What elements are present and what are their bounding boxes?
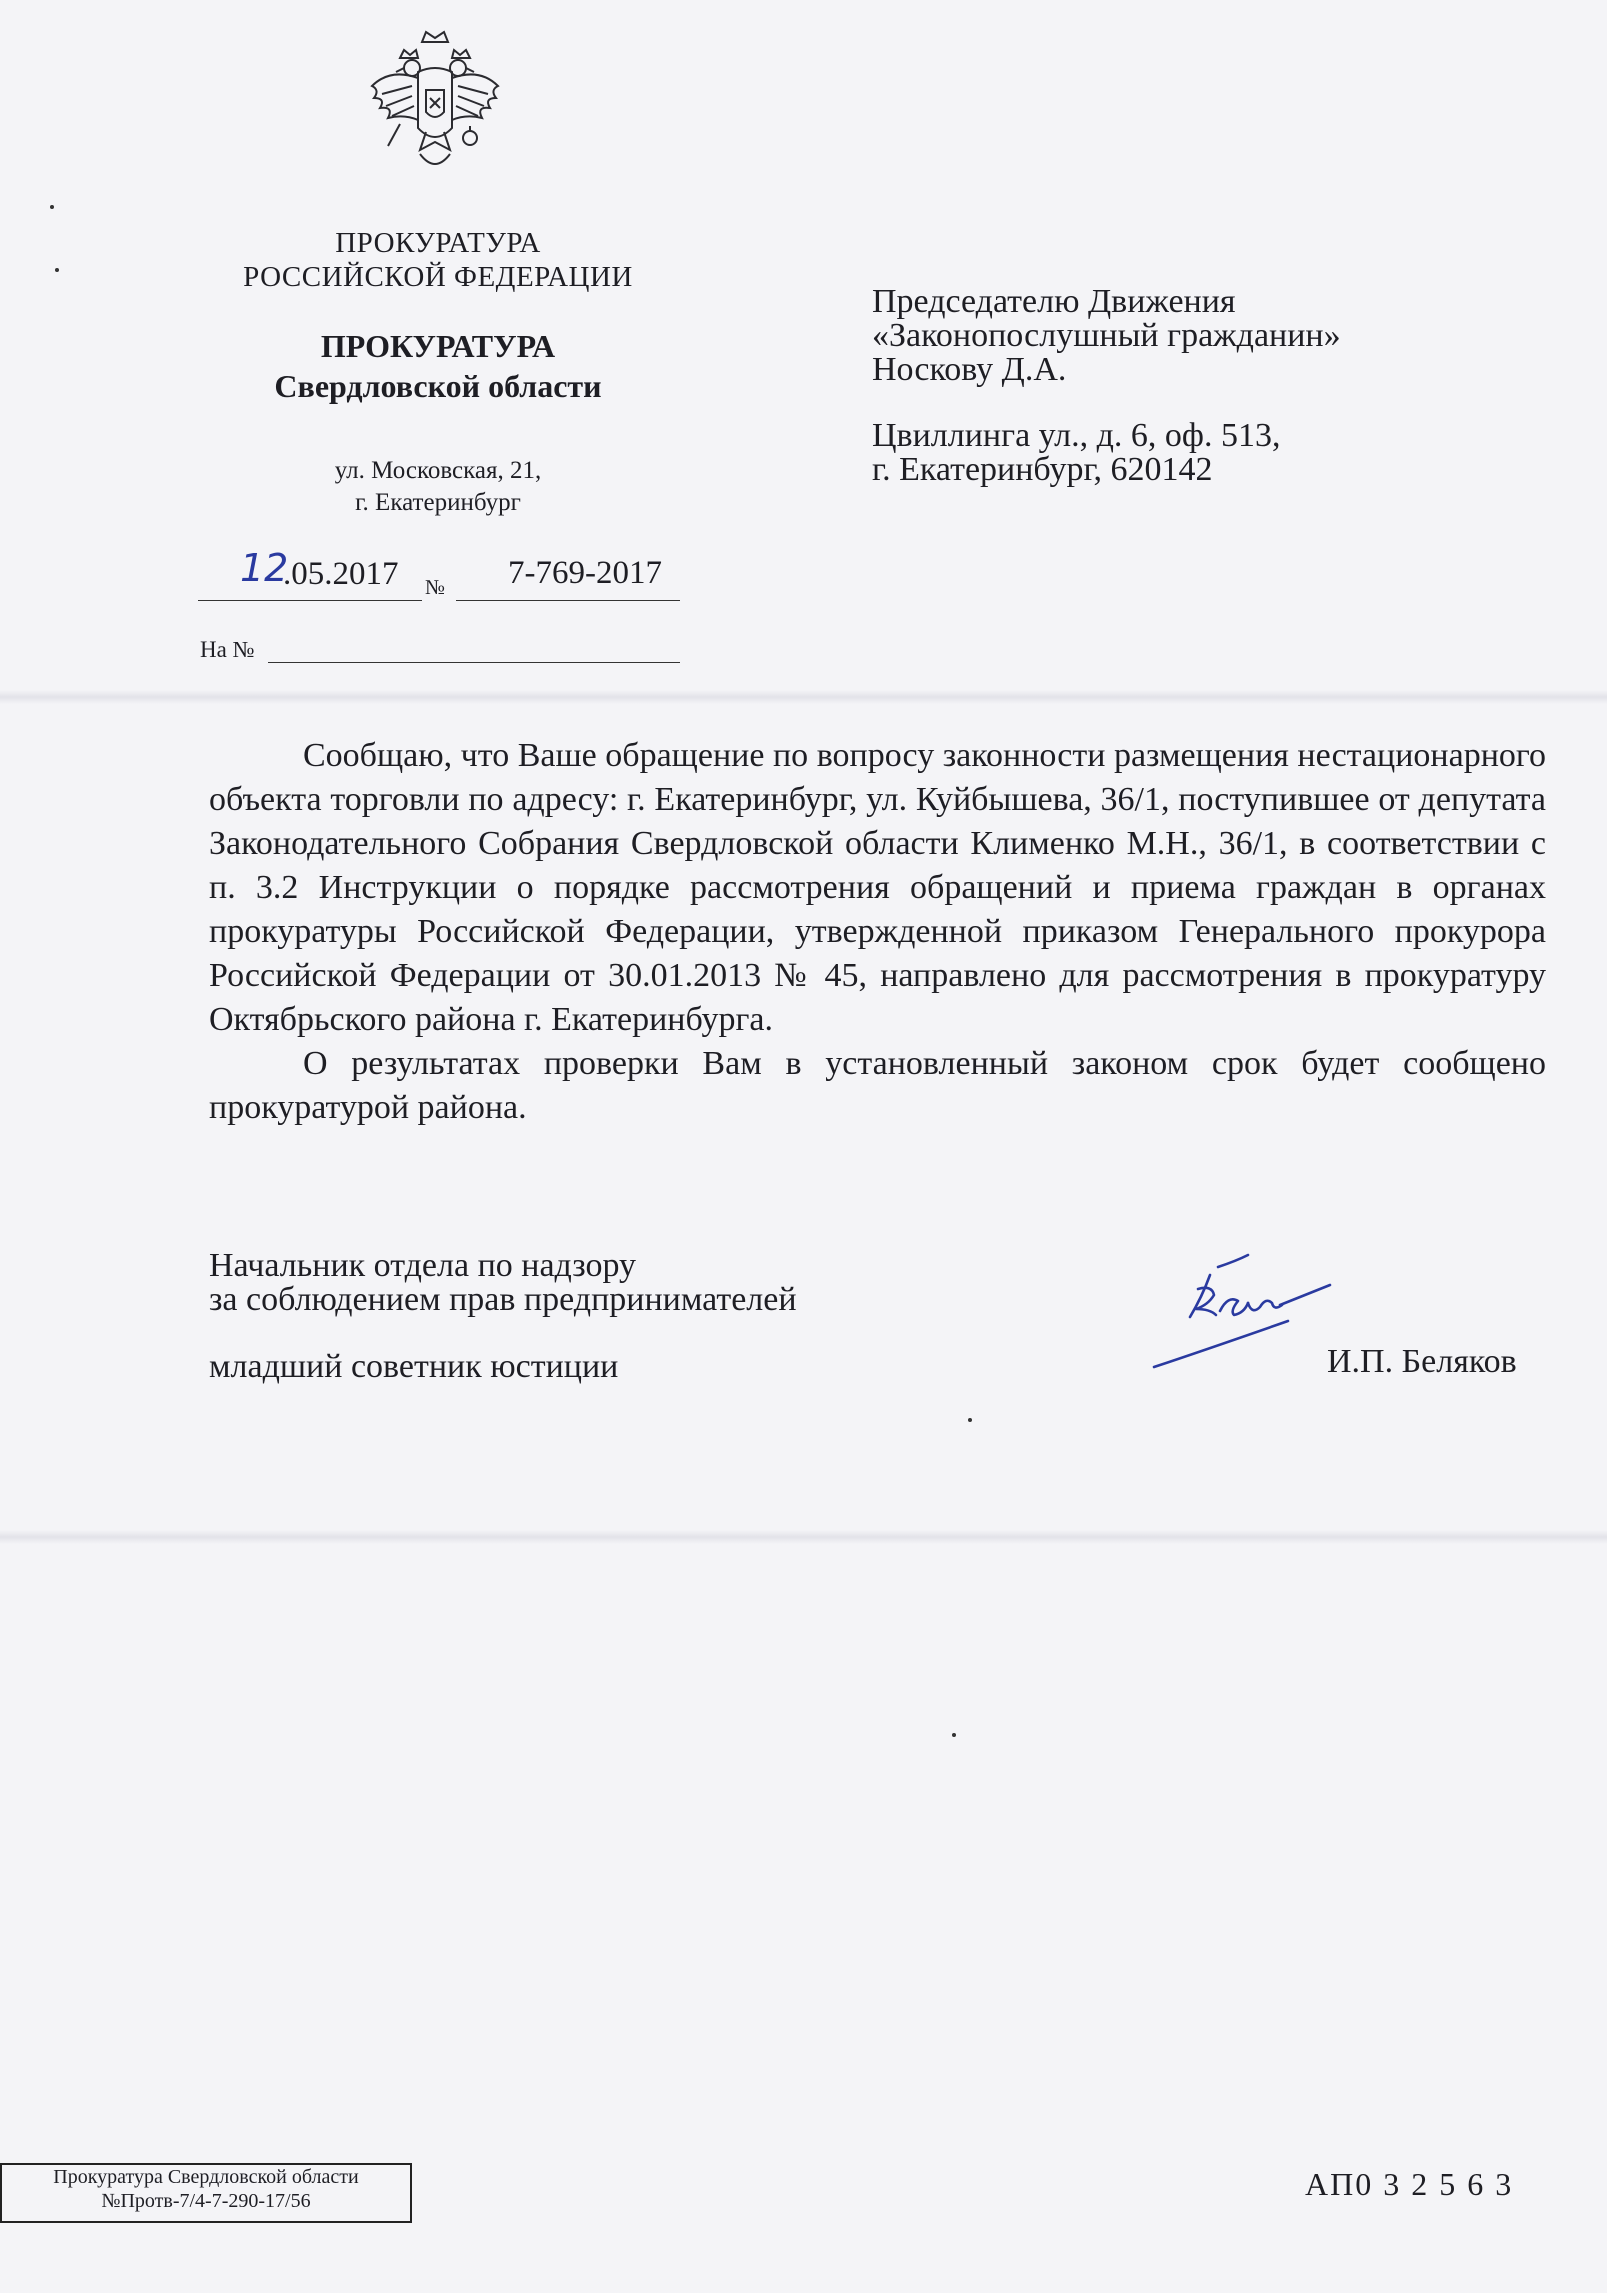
date-day-handwritten: 12: [240, 546, 289, 590]
addressee-line2: «Законопослушный гражданин»: [872, 317, 1341, 354]
addressee-line3: Носкову Д.А.: [872, 351, 1067, 388]
office-name-line2: Свердловской области: [274, 368, 602, 404]
org-name-line2: РОССИЙСКОЙ ФЕДЕРАЦИИ: [243, 261, 633, 293]
signer-title-line1: Начальник отдела по надзору: [209, 1247, 637, 1284]
office-address-line2: г. Екатеринбург: [355, 489, 521, 516]
letter-body: [209, 734, 1546, 1130]
signer-name: И.П. Беляков: [1327, 1343, 1517, 1380]
office-name-line1: ПРОКУРАТУРА: [320, 328, 556, 364]
fold-line-upper: [0, 690, 1607, 704]
speck: [50, 205, 54, 209]
stamp-line1: Прокуратура Свердловской области: [53, 2166, 359, 2188]
outgoing-number: 7-769-2017: [508, 555, 662, 591]
fold-line-lower: [0, 1530, 1607, 1544]
speck: [952, 1733, 956, 1737]
signer-title-line2: за соблюдением прав предпринимателей: [209, 1281, 797, 1318]
speck: [55, 268, 59, 272]
serial-number: АП0 3 2 5 6 3: [1305, 2166, 1514, 2202]
org-name-line1: ПРОКУРАТУРА: [335, 227, 541, 259]
coat-of-arms-icon: [360, 28, 510, 183]
reply-to-label: На №: [200, 637, 255, 662]
stamp-line2: №Протв-7/4-7-290-17/56: [101, 2190, 311, 2212]
addressee-line1: Председателю Движения: [872, 283, 1236, 320]
addressee-address-line1: Цвиллинга ул., д. 6, оф. 513,: [872, 417, 1281, 454]
body-paragraph-2: О результатах проверки Вам в установленный законом срок будет сообщено прокуратурой района.: [209, 1045, 1546, 1126]
date-underline: [198, 600, 422, 601]
reply-to-underline: [268, 662, 680, 663]
handwritten-signature: [1148, 1245, 1338, 1375]
body-paragraph-1: Сообщаю, что Ваше обращение по вопросу законности размещения нестационарного объекта торговли по адресу: г. Екатеринбург, ул. Куйбышева, 36/1, поступившее от депутата Законодательного Собрания Свердловской области Клименко М.Н., 36/1, в соответствии с п. 3.2 Инструкции о порядке рассмотрения обращений и приема граждан в органах прокуратуры Российской Федерации, утвержденной приказом Генерального прокурора Российской Федерации от 30.01.2013 № 45, направлено для рассмотрения в прокуратуру Октябрьского района г. Екатеринбурга.: [209, 737, 1546, 1038]
number-underline: [456, 600, 680, 601]
date-month-year: .05.2017: [283, 556, 399, 592]
signer-rank: младший советник юстиции: [209, 1348, 619, 1385]
speck: [968, 1418, 972, 1422]
addressee-address-line2: г. Екатеринбург, 620142: [872, 451, 1213, 488]
number-label: №: [425, 575, 446, 599]
registration-stamp: [0, 2163, 412, 2223]
office-address-line1: ул. Московская, 21,: [334, 457, 542, 484]
